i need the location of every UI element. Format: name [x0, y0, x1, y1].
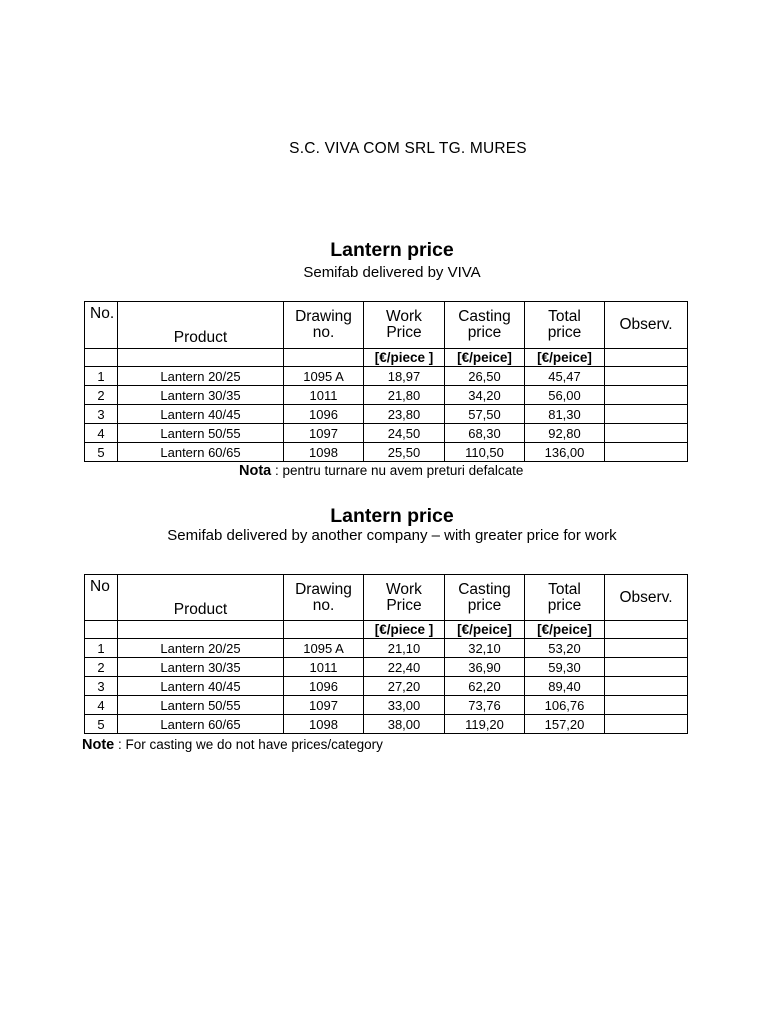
note-label: Nota — [239, 463, 272, 479]
table-unit-row — [85, 621, 688, 639]
note-text: : For casting we do not have prices/category — [114, 737, 383, 752]
table-row: 4 Lantern 50/55 1097 24,50 68,30 92,80 — [85, 424, 688, 443]
note-other-company — [82, 737, 383, 753]
section-1-subtitle: Semifab delivered by VIVA — [303, 264, 481, 281]
table-header-row — [85, 302, 688, 349]
section-2-subtitle: Semifab delivered by another company – with greater price for work — [167, 527, 617, 544]
header-work-price: Work Price — [364, 302, 445, 349]
header-product: Product — [118, 575, 284, 621]
header-product: Product — [118, 302, 284, 349]
table-row: 3 Lantern 40/45 1096 27,20 62,20 89,40 — [85, 677, 688, 696]
unit-casting: [€/peice] — [445, 349, 525, 367]
header-casting-price: Casting price — [445, 302, 525, 349]
unit-work: [€/piece ] — [364, 349, 445, 367]
table-row: 4 Lantern 50/55 1097 33,00 73,76 106,76 — [85, 696, 688, 715]
table-row: 5 Lantern 60/65 1098 38,00 119,20 157,20 — [85, 715, 688, 734]
price-table-other-company — [84, 574, 688, 734]
header-drawing: Drawing no. — [284, 302, 364, 349]
unit-total: [€/peice] — [525, 349, 605, 367]
header-observ: Observ. — [605, 575, 688, 621]
company-name: S.C. VIVA COM SRL TG. MURES — [289, 140, 527, 157]
unit-total: [€/peice] — [525, 621, 605, 639]
unit-casting: [€/peice] — [445, 621, 525, 639]
price-table-viva — [84, 301, 688, 462]
table-header-row — [85, 575, 688, 621]
section-2-title: Lantern price — [330, 505, 454, 527]
header-no: No — [85, 575, 118, 621]
header-total-price: Total price — [525, 302, 605, 349]
header-drawing: Drawing no. — [284, 575, 364, 621]
header-total-price: Total price — [525, 575, 605, 621]
section-1-title: Lantern price — [330, 239, 454, 261]
table-row: 1 Lantern 20/25 1095 A 21,10 32,10 53,20 — [85, 639, 688, 658]
header-no: No. — [85, 302, 118, 349]
header-work-price: Work Price — [364, 575, 445, 621]
note-label: Note — [82, 737, 115, 753]
table-row: 1 Lantern 20/25 1095 A 18,97 26,50 45,47 — [85, 367, 688, 386]
header-casting-price: Casting price — [445, 575, 525, 621]
table-row: 3 Lantern 40/45 1096 23,80 57,50 81,30 — [85, 405, 688, 424]
header-observ: Observ. — [605, 302, 688, 349]
unit-work: [€/piece ] — [364, 621, 445, 639]
table-row: 2 Lantern 30/35 1011 21,80 34,20 56,00 — [85, 386, 688, 405]
table-row: 5 Lantern 60/65 1098 25,50 110,50 136,00 — [85, 443, 688, 462]
table-unit-row — [85, 349, 688, 367]
note-text: : pentru turnare nu avem preturi defalcate — [271, 463, 524, 478]
table-row: 2 Lantern 30/35 1011 22,40 36,90 59,30 — [85, 658, 688, 677]
note-viva — [239, 463, 523, 479]
